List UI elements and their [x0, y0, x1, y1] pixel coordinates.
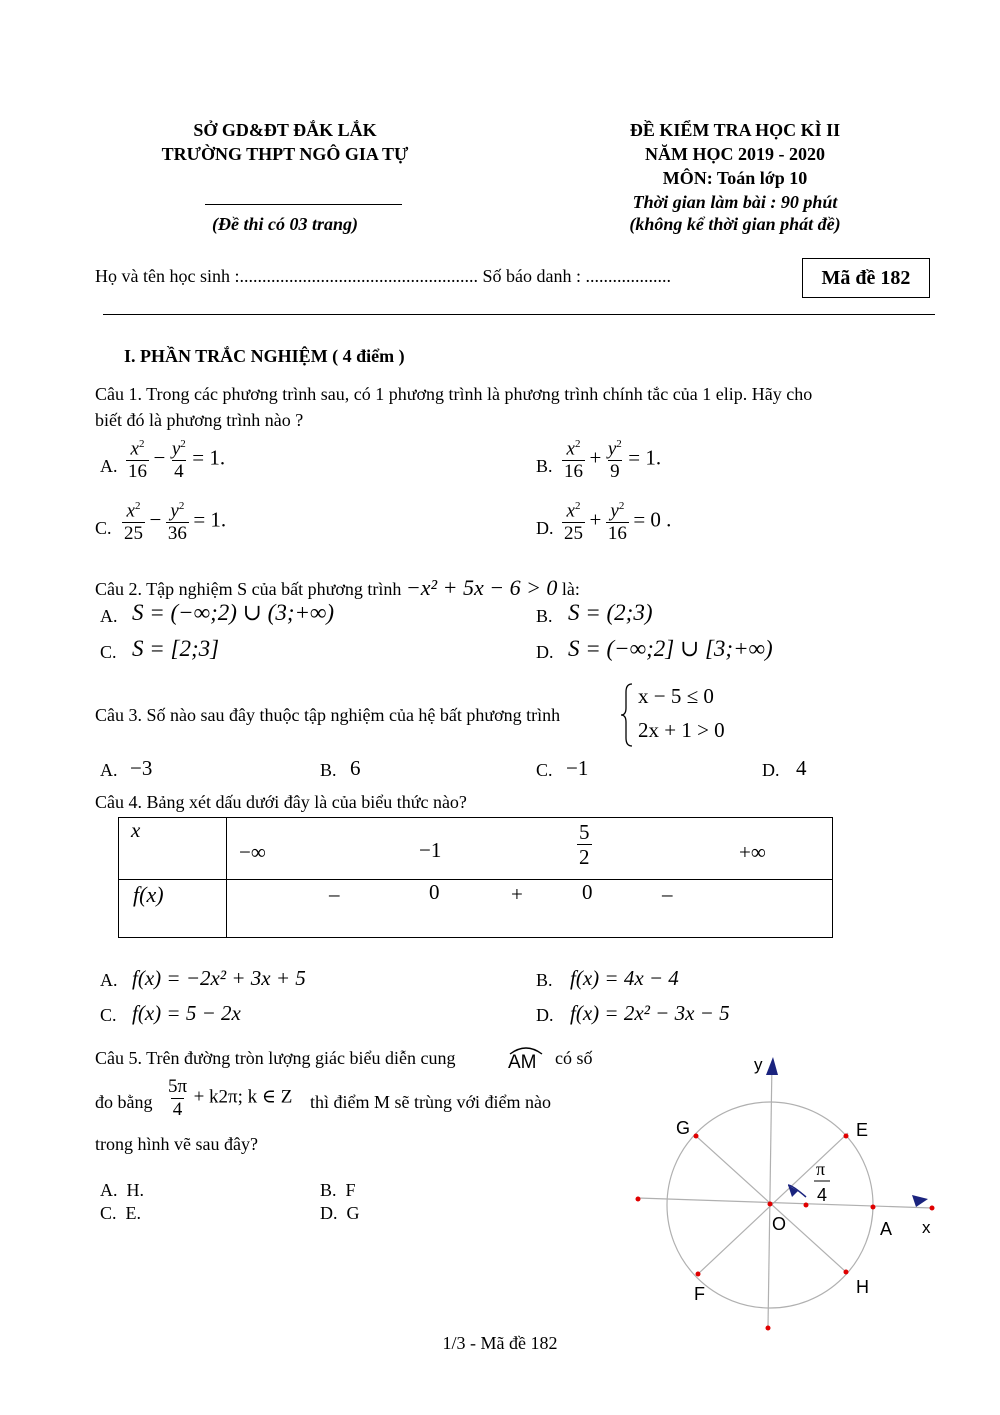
x-axis-label: x — [922, 1218, 931, 1237]
x-axis — [638, 1198, 932, 1208]
header-divider — [103, 314, 935, 315]
q2-option-b: S = (2;3) — [568, 600, 653, 625]
duration-note: (không kể thời gian phát đề) — [629, 214, 841, 234]
table-x-pos-inf: +∞ — [739, 840, 766, 864]
table-sign-1: – — [329, 882, 340, 906]
point-e-label: E — [856, 1120, 869, 1140]
q5-text-line1b: có số — [555, 1048, 593, 1068]
q4-label-c: C. — [100, 1005, 117, 1025]
q4-option-c: f(x) = 5 − 2x — [132, 1001, 241, 1025]
exam-code-box: Mã đề 182 — [802, 258, 930, 298]
point-angle-end — [804, 1203, 809, 1208]
q5-option-c: C. E. — [100, 1203, 142, 1223]
q3-brace — [620, 682, 634, 748]
table-x-five-halves: $\frac{5}{2}$ — [579, 820, 590, 870]
angle-den-label: 4 — [817, 1185, 828, 1205]
y-axis — [768, 1061, 772, 1327]
q2-label-a: A. — [100, 606, 118, 626]
q5-option-b: B. F — [320, 1180, 356, 1200]
q3-option-d: 4 — [796, 756, 807, 780]
page-footer: 1/3 - Mã đề 182 — [442, 1333, 558, 1353]
point-o — [768, 1202, 773, 1207]
q5-text-line2a: đo bằng — [95, 1092, 153, 1112]
q3-label-d: D. — [762, 760, 780, 780]
q5-expression: $\frac{5\pi}{4}$ + k2π; k ∈ Z — [168, 1076, 293, 1120]
table-sign-2: + — [511, 882, 523, 906]
point-x-end — [930, 1206, 935, 1211]
point-e — [844, 1134, 849, 1139]
subject: MÔN: Toán lớp 10 — [662, 168, 808, 188]
q2-option-d: S = (−∞;2] ∪ [3;+∞) — [568, 636, 773, 661]
school-name: TRƯỜNG THPT NGÔ GIA TỰ — [161, 144, 409, 164]
q1-option-d: $\frac{x^2}{25}$ + $\frac{y^2}{16}$ = 0 . — [564, 500, 672, 545]
point-h-label: H — [856, 1277, 869, 1297]
q3-label-a: A. — [100, 760, 118, 780]
q4-label-d: D. — [536, 1005, 554, 1025]
q5-text-line3: trong hình vẽ sau đây? — [95, 1134, 258, 1154]
q3-label-c: C. — [536, 760, 553, 780]
unit-circle-figure — [620, 1045, 960, 1345]
q5-arc-am: AM — [506, 1042, 546, 1076]
table-fx-label: f(x) — [133, 882, 164, 907]
point-x-neg — [636, 1197, 641, 1202]
q3-label-b: B. — [320, 760, 337, 780]
q1-label-c: C. — [95, 518, 112, 538]
q3-system-line2: 2x + 1 > 0 — [638, 718, 725, 742]
table-sign-3: – — [662, 882, 673, 906]
student-info-line: Họ và tên học sinh :..................................................... Số báo danh : ................... — [95, 266, 671, 286]
q1-text-line1: Câu 1. Trong các phương trình sau, có 1 phương trình là phương trình chính tắc của 1 elip. Hãy cho — [95, 384, 813, 404]
q1-label-b: B. — [536, 456, 553, 476]
point-f-label: F — [694, 1284, 705, 1304]
point-g-label: G — [676, 1118, 691, 1138]
q1-option-b: $\frac{x^2}{16}$ + $\frac{y^2}{9}$ = 1. — [564, 438, 662, 483]
q5-text-line1a: Câu 5. Trên đường tròn lượng giác biểu diễn cung — [95, 1048, 456, 1068]
table-zero-1: 0 — [429, 880, 440, 904]
angle-num-label: π — [816, 1159, 826, 1179]
table-x-neg-inf: −∞ — [239, 840, 266, 864]
q2-inequality: −x² + 5x − 6 > 0 — [405, 575, 558, 600]
page-count-note: (Đề thi có 03 trang) — [212, 214, 358, 234]
q1-option-c: $\frac{x^2}{25}$ − $\frac{y^2}{36}$ = 1. — [124, 500, 227, 545]
section-title: I. PHẦN TRẮC NGHIỆM ( 4 điểm ) — [124, 346, 405, 366]
q5-text-line2b: thì điểm M sẽ trùng với điểm nào — [310, 1092, 551, 1112]
q3-text: Câu 3. Số nào sau đây thuộc tập nghiệm của hệ bất phương trình — [95, 705, 561, 725]
q3-option-a: −3 — [130, 756, 153, 780]
sign-table — [118, 817, 833, 938]
table-x-minus-one: −1 — [419, 838, 442, 862]
q2-label-c: C. — [100, 642, 117, 662]
duration: Thời gian làm bài : 90 phút — [632, 192, 838, 212]
origin-label: O — [772, 1214, 787, 1234]
q1-text-line2: biết đó là phương trình nào ? — [95, 410, 304, 430]
school-year: NĂM HỌC 2019 - 2020 — [645, 144, 825, 164]
table-zero-2: 0 — [582, 880, 593, 904]
q2-label-d: D. — [536, 642, 554, 662]
exam-title: ĐỀ KIỂM TRA HỌC KÌ II — [629, 120, 841, 140]
header-underline — [205, 204, 402, 205]
point-f — [696, 1272, 701, 1277]
q1-label-d: D. — [536, 518, 554, 538]
y-axis-arrow-icon — [766, 1057, 778, 1075]
y-axis-label: y — [754, 1055, 763, 1074]
q1-option-a: $\frac{x^2}{16}$ − $\frac{y^2}{4}$ = 1. — [128, 438, 226, 483]
q3-option-b: 6 — [350, 756, 361, 780]
q4-label-b: B. — [536, 970, 553, 990]
x-axis-arrow-icon — [912, 1195, 928, 1207]
point-y-neg — [766, 1326, 771, 1331]
q4-option-a: f(x) = −2x² + 3x + 5 — [132, 966, 306, 990]
q3-system-line1: x − 5 ≤ 0 — [638, 684, 714, 708]
q5-option-d: D. G — [320, 1203, 360, 1223]
q2-text: Câu 2. Tập nghiệm S của bất phương trình −x² + 5x − 6 > 0 là: — [95, 575, 580, 600]
q4-text: Câu 4. Bảng xét dấu dưới đây là của biểu thức nào? — [95, 792, 467, 812]
q4-label-a: A. — [100, 970, 118, 990]
q4-option-d: f(x) = 2x² − 3x − 5 — [570, 1001, 730, 1025]
point-g — [694, 1134, 699, 1139]
q5-option-a: A. H. — [100, 1180, 144, 1200]
q2-option-a: S = (−∞;2) ∪ (3;+∞) — [132, 600, 335, 625]
point-h — [844, 1270, 849, 1275]
q2-label-b: B. — [536, 606, 553, 626]
q1-label-a: A. — [100, 456, 118, 476]
q2-option-c: S = [2;3] — [132, 636, 220, 661]
point-a — [871, 1205, 876, 1210]
point-a-label: A — [880, 1219, 893, 1239]
q3-option-c: −1 — [566, 756, 589, 780]
school-department: SỞ GD&ĐT ĐẮK LẮK — [193, 120, 377, 140]
table-x-label: x — [131, 818, 141, 842]
q4-option-b: f(x) = 4x − 4 — [570, 966, 679, 990]
